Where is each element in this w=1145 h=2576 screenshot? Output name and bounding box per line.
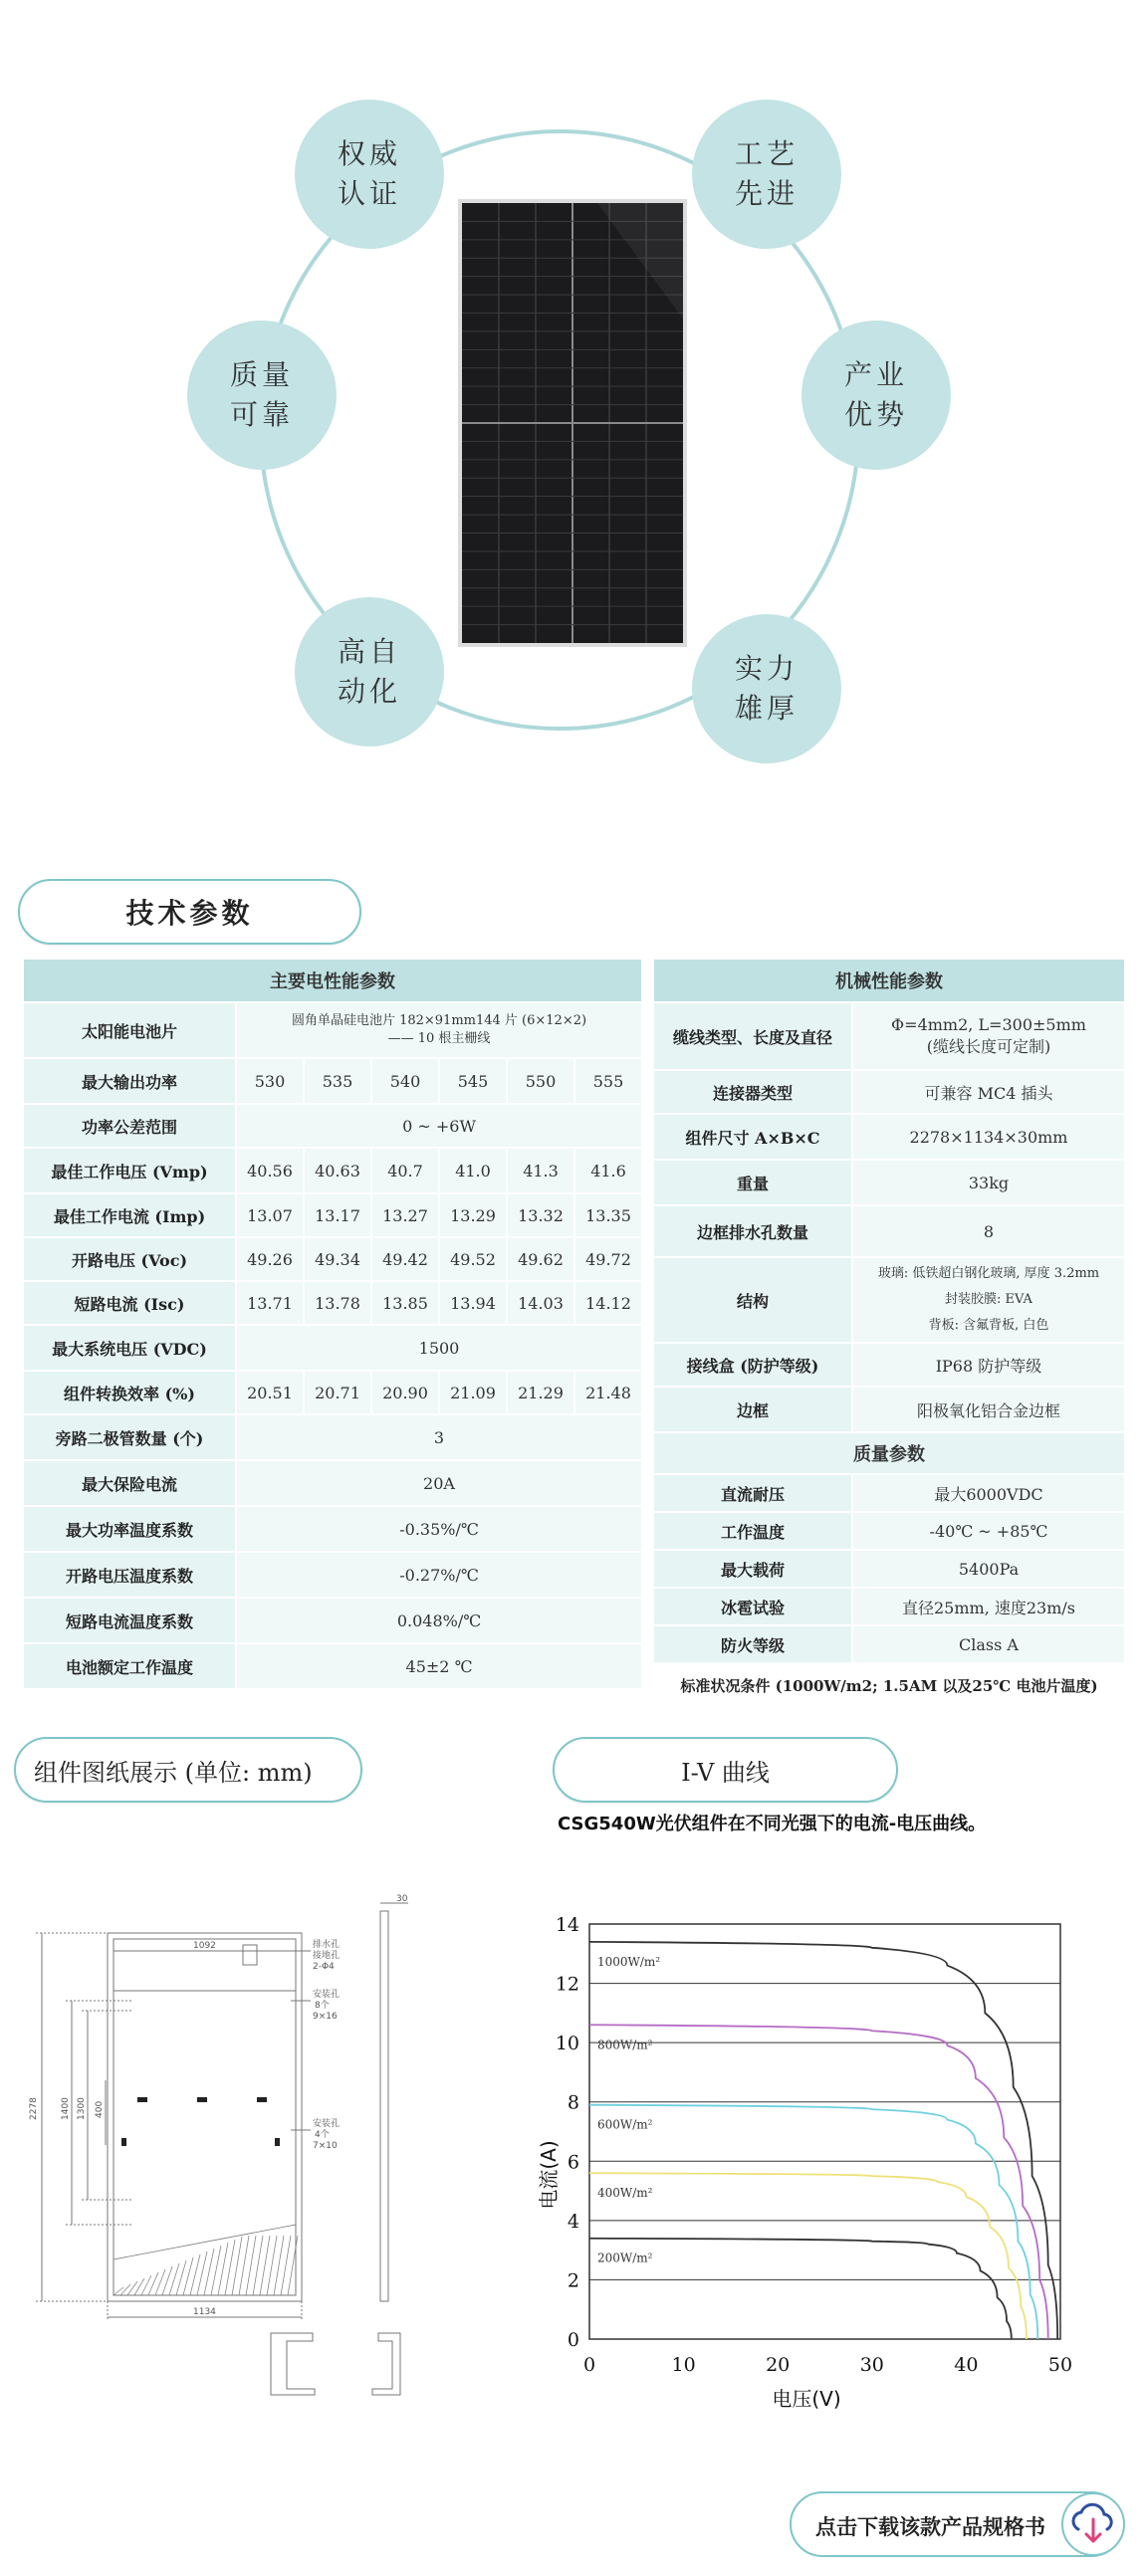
row-value bbox=[852, 1002, 1125, 1070]
y-tick-label: 8 bbox=[567, 2091, 579, 2114]
feature-text: 高自 bbox=[337, 635, 401, 668]
feature-quality bbox=[187, 321, 337, 470]
table-row bbox=[23, 1237, 642, 1281]
feature-text: 权威 bbox=[337, 137, 401, 170]
y-tick-label: 12 bbox=[555, 1973, 579, 1996]
quality-title: 质量参数 bbox=[653, 1432, 1125, 1474]
row-value: 阳极氧化铝合金边框 bbox=[852, 1387, 1125, 1432]
iv-curve-title: I-V 曲线 bbox=[553, 1737, 898, 1803]
note-line: 安装孔 bbox=[313, 1990, 341, 2000]
table-row bbox=[23, 1104, 642, 1148]
feature-craft bbox=[692, 100, 841, 249]
row-label: 组件转换效率 (%) bbox=[23, 1371, 236, 1414]
x-tick-label: 30 bbox=[859, 2354, 884, 2376]
row-label: 直流耐压 bbox=[653, 1474, 852, 1512]
table-row bbox=[23, 1371, 642, 1414]
table-row bbox=[23, 1281, 642, 1325]
feature-text: 先进 bbox=[734, 177, 799, 210]
y-tick-label: 10 bbox=[555, 2033, 579, 2055]
row-value: -0.27%/℃ bbox=[236, 1552, 642, 1598]
row-label: 开路电压 (Voc) bbox=[23, 1237, 236, 1281]
row-label: 最佳工作电流 (Imp) bbox=[23, 1193, 236, 1237]
dim-400-label: 400 bbox=[95, 2100, 105, 2118]
row-value: 13.35 bbox=[574, 1193, 642, 1237]
row-value: 540 bbox=[371, 1058, 439, 1104]
value-line: (缆线长度可定制) bbox=[926, 1037, 1051, 1056]
feature-text: 质量 bbox=[229, 358, 294, 391]
row-value: 20A bbox=[236, 1460, 642, 1506]
iv-series-line bbox=[589, 2105, 1037, 2339]
row-label: 重量 bbox=[653, 1160, 852, 1205]
feature-text: 认证 bbox=[337, 177, 401, 210]
row-label: 最大系统电压 (VDC) bbox=[23, 1325, 236, 1371]
row-label: 边框排水孔数量 bbox=[653, 1205, 852, 1257]
standard-conditions-note: 标准状况条件 (1000W/m2; 1.5AM 以及25℃ 电池片温度) bbox=[680, 1677, 1098, 1695]
row-value: 0.048%/℃ bbox=[236, 1598, 642, 1643]
row-label: 组件尺寸 A×B×C bbox=[653, 1114, 852, 1160]
note-mount-1 bbox=[313, 1988, 340, 2022]
x-tick-label: 50 bbox=[1047, 2354, 1073, 2376]
note-line: 2-Φ4 bbox=[313, 1962, 335, 1972]
row-value: 45±2 ℃ bbox=[236, 1643, 642, 1689]
download-label: 点击下载该款产品规格书 bbox=[815, 2514, 1045, 2539]
row-label: 缆线类型、长度及直径 bbox=[653, 1002, 852, 1070]
row-value bbox=[852, 1257, 1125, 1343]
row-value: -40℃ ~ +85℃ bbox=[852, 1512, 1125, 1550]
row-label: 接线盒 (防护等级) bbox=[653, 1343, 852, 1387]
row-value: 13.94 bbox=[439, 1281, 507, 1325]
table-row bbox=[23, 1058, 642, 1104]
dim-1400-label: 1400 bbox=[61, 2097, 71, 2120]
row-value: 545 bbox=[439, 1058, 507, 1104]
cell-value-line: 圆角单晶硅电池片 182×91mm144 片 (6×12×2) bbox=[291, 1013, 587, 1028]
series-label: 400W/m² bbox=[597, 2186, 653, 2201]
x-tick-label: 20 bbox=[766, 2354, 791, 2376]
row-label: 电池额定工作温度 bbox=[23, 1643, 236, 1689]
download-spec-button[interactable] bbox=[790, 2491, 1124, 2557]
row-value: 直径25mm, 速度23m/s bbox=[852, 1588, 1125, 1625]
note-line: 4个 bbox=[315, 2130, 330, 2140]
row-value: 49.42 bbox=[371, 1237, 439, 1281]
row-label: 工作温度 bbox=[653, 1512, 852, 1550]
note-line: 排水孔 bbox=[313, 1940, 341, 1950]
table-row bbox=[23, 1148, 642, 1193]
x-tick-label: 40 bbox=[954, 2354, 979, 2376]
value-line: Φ=4mm2, L=300±5mm bbox=[891, 1015, 1086, 1034]
y-axis-label: 电流(A) bbox=[537, 2140, 561, 2210]
feature-automation bbox=[295, 597, 444, 747]
row-value: 13.32 bbox=[507, 1193, 574, 1237]
series-label: 200W/m² bbox=[597, 2251, 653, 2265]
cell-value-line: —— 10 根主栅线 bbox=[387, 1031, 491, 1046]
cell-value bbox=[236, 1002, 642, 1058]
hero-section bbox=[0, 0, 1145, 796]
y-tick-label: 4 bbox=[567, 2210, 579, 2233]
iv-curve-chart bbox=[528, 1896, 1085, 2424]
row-value: 41.0 bbox=[439, 1148, 507, 1193]
feature-text: 可靠 bbox=[229, 398, 294, 431]
row-value: 1500 bbox=[236, 1325, 642, 1371]
table-row bbox=[653, 1512, 1125, 1550]
row-label: 最大功率温度系数 bbox=[23, 1506, 236, 1552]
row-label: 短路电流 (Isc) bbox=[23, 1281, 236, 1325]
feature-industry bbox=[802, 321, 951, 470]
row-label: 最大输出功率 bbox=[23, 1058, 236, 1104]
series-label: 600W/m² bbox=[597, 2117, 653, 2132]
row-value: 0 ~ +6W bbox=[236, 1104, 642, 1148]
y-tick-label: 6 bbox=[567, 2151, 579, 2174]
table-row bbox=[23, 1506, 642, 1552]
download-cloud-icon bbox=[1060, 2491, 1126, 2557]
row-value: 40.7 bbox=[371, 1148, 439, 1193]
row-label: 结构 bbox=[653, 1257, 852, 1343]
value-line: 封装胶膜: EVA bbox=[945, 1292, 1032, 1307]
row-label: 最佳工作电压 (Vmp) bbox=[23, 1148, 236, 1193]
row-value: 13.71 bbox=[236, 1281, 304, 1325]
table-title: 主要电性能参数 bbox=[23, 959, 642, 1002]
row-value: 14.12 bbox=[574, 1281, 642, 1325]
row-label: 旁路二极管数量 (个) bbox=[23, 1414, 236, 1460]
row-value: 8 bbox=[852, 1205, 1125, 1257]
feature-authority bbox=[295, 100, 444, 249]
table-row bbox=[653, 1474, 1125, 1512]
feature-text: 动化 bbox=[337, 675, 401, 708]
note-mount-2 bbox=[313, 2117, 340, 2151]
y-tick-label: 14 bbox=[555, 1914, 579, 1936]
dim-thick-label: 30 bbox=[396, 1894, 408, 1904]
note-drain bbox=[313, 1938, 340, 1972]
note-line: 接地孔 bbox=[313, 1951, 341, 1961]
row-value: 最大6000VDC bbox=[852, 1474, 1125, 1512]
row-value: 33kg bbox=[852, 1160, 1125, 1205]
row-value: 3 bbox=[236, 1414, 642, 1460]
row-value: 20.90 bbox=[371, 1371, 439, 1414]
row-value: 41.6 bbox=[574, 1148, 642, 1193]
row-value: 49.52 bbox=[439, 1237, 507, 1281]
row-value: 13.07 bbox=[236, 1193, 304, 1237]
drawing-title: 组件图纸展示 (单位: mm) bbox=[14, 1737, 362, 1803]
feature-text: 工艺 bbox=[734, 137, 799, 170]
row-label: 边框 bbox=[653, 1387, 852, 1432]
x-tick-label: 10 bbox=[671, 2354, 696, 2376]
row-value: 13.27 bbox=[371, 1193, 439, 1237]
dim-width-label: 1134 bbox=[193, 2307, 216, 2317]
row-label: 最大保险电流 bbox=[23, 1460, 236, 1506]
row-label: 最大载荷 bbox=[653, 1550, 852, 1588]
row-value: 41.3 bbox=[507, 1148, 574, 1193]
row-value: Class A bbox=[852, 1625, 1125, 1663]
value-line: 玻璃: 低铁超白钢化玻璃, 厚度 3.2mm bbox=[877, 1266, 1100, 1281]
row-label: 防火等级 bbox=[653, 1625, 852, 1663]
iv-series-line bbox=[589, 2239, 1012, 2339]
row-value: 40.56 bbox=[236, 1148, 304, 1193]
row-value: 555 bbox=[574, 1058, 642, 1104]
row-value: 13.78 bbox=[304, 1281, 371, 1325]
row-value: 49.26 bbox=[236, 1237, 304, 1281]
table-row bbox=[23, 1325, 642, 1371]
feature-text: 雄厚 bbox=[734, 692, 799, 725]
row-value: IP68 防护等级 bbox=[852, 1343, 1125, 1387]
table-row bbox=[23, 1552, 642, 1598]
module-drawing bbox=[22, 1891, 460, 2449]
table-row bbox=[23, 1598, 642, 1643]
row-label: 短路电流温度系数 bbox=[23, 1598, 236, 1643]
row-label: 功率公差范围 bbox=[23, 1104, 236, 1148]
tech-params-title: 技术参数 bbox=[18, 879, 361, 945]
x-tick-label: 0 bbox=[582, 2354, 596, 2376]
feature-text: 产业 bbox=[843, 358, 908, 391]
row-value: 530 bbox=[236, 1058, 304, 1104]
row-value: 49.62 bbox=[507, 1237, 574, 1281]
note-line: 9×16 bbox=[313, 2012, 338, 2022]
iv-caption: CSG540W光伏组件在不同光强下的电流-电压曲线。 bbox=[558, 1814, 987, 1834]
y-tick-label: 0 bbox=[567, 2329, 579, 2351]
row-label: 开路电压温度系数 bbox=[23, 1552, 236, 1598]
electrical-params-table bbox=[22, 958, 643, 1690]
dim-inner-label: 1092 bbox=[193, 1941, 216, 1951]
row-value: 14.03 bbox=[507, 1281, 574, 1325]
table-row bbox=[23, 1643, 642, 1689]
row-value: 49.72 bbox=[574, 1237, 642, 1281]
series-label: 800W/m² bbox=[597, 2038, 653, 2052]
row-value: 21.09 bbox=[439, 1371, 507, 1414]
row-value: 可兼容 MC4 插头 bbox=[852, 1070, 1125, 1114]
table-row bbox=[653, 1550, 1125, 1588]
row-label: 连接器类型 bbox=[653, 1070, 852, 1114]
feature-text: 实力 bbox=[734, 652, 799, 685]
note-line: 8个 bbox=[315, 2001, 330, 2011]
row-value: 13.85 bbox=[371, 1281, 439, 1325]
row-value: 49.34 bbox=[304, 1237, 371, 1281]
row-value: 20.71 bbox=[304, 1371, 371, 1414]
table-row bbox=[23, 1193, 642, 1237]
row-value: 13.29 bbox=[439, 1193, 507, 1237]
table-row bbox=[653, 1625, 1125, 1663]
table-row bbox=[653, 1588, 1125, 1625]
y-tick-label: 2 bbox=[567, 2269, 579, 2292]
iv-series-line bbox=[589, 2025, 1048, 2339]
value-line: 背板: 含氟背板, 白色 bbox=[928, 1318, 1049, 1333]
row-value: 2278×1134×30mm bbox=[852, 1114, 1125, 1160]
feature-strength bbox=[692, 614, 841, 763]
row-value: -0.35%/℃ bbox=[236, 1506, 642, 1552]
row-value: 21.48 bbox=[574, 1371, 642, 1414]
note-line: 安装孔 bbox=[313, 2119, 341, 2129]
solar-panel-image bbox=[458, 199, 687, 647]
dim-height-label: 2278 bbox=[29, 2097, 39, 2120]
table-row bbox=[23, 1414, 642, 1460]
iv-series-line bbox=[589, 2173, 1027, 2339]
row-value: 535 bbox=[304, 1058, 371, 1104]
mechanical-params-table bbox=[652, 958, 1126, 1664]
feature-text: 优势 bbox=[843, 398, 908, 431]
row-label: 冰雹试验 bbox=[653, 1588, 852, 1625]
row-value: 550 bbox=[507, 1058, 574, 1104]
note-line: 7×10 bbox=[313, 2141, 338, 2151]
row-value: 13.17 bbox=[304, 1193, 371, 1237]
row-value: 5400Pa bbox=[852, 1550, 1125, 1588]
row-value: 20.51 bbox=[236, 1371, 304, 1414]
table-title: 机械性能参数 bbox=[653, 959, 1125, 1002]
row-label: 太阳能电池片 bbox=[23, 1002, 236, 1058]
x-axis-label: 电压(V) bbox=[772, 2387, 841, 2411]
table-row bbox=[23, 1460, 642, 1506]
row-value: 40.63 bbox=[304, 1148, 371, 1193]
series-label: 1000W/m² bbox=[597, 1954, 661, 1969]
dim-1300-label: 1300 bbox=[77, 2097, 87, 2120]
row-value: 21.29 bbox=[507, 1371, 574, 1414]
